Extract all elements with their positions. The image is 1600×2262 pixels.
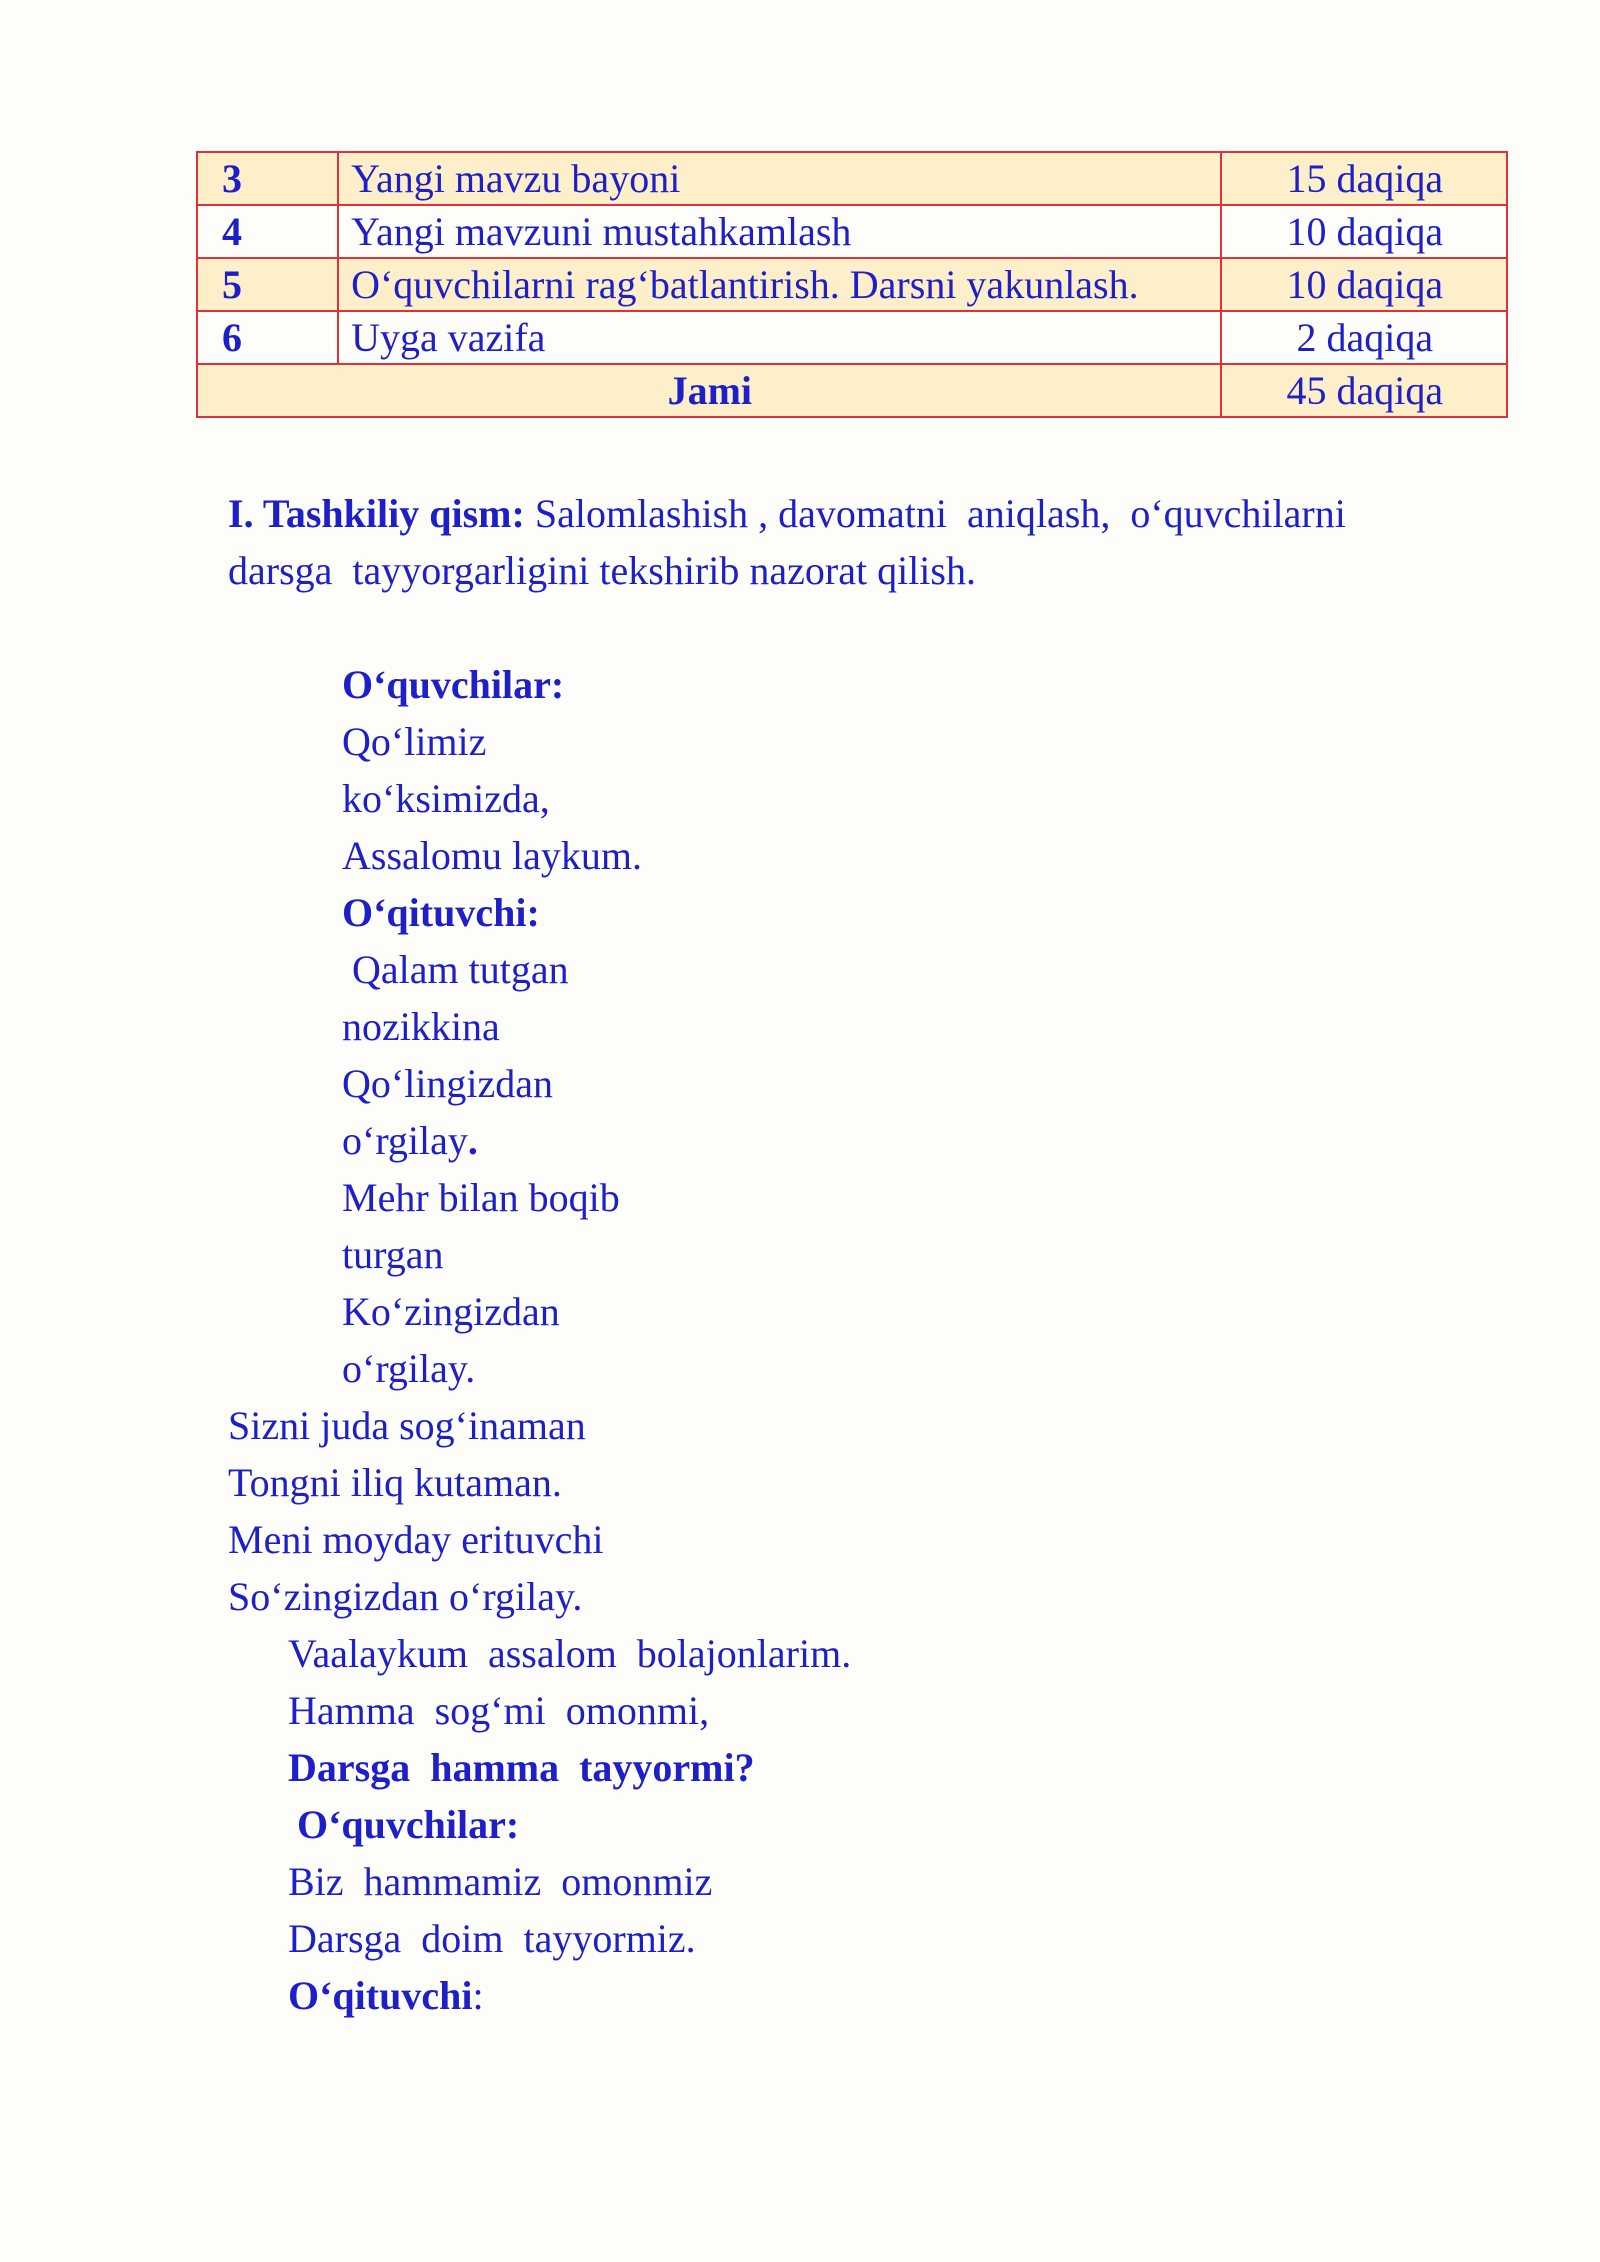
dialogue-line: Qo‘lingizdan <box>342 1061 554 1106</box>
section-intro-line-2: darsga tayyorgarligini tekshirib nazorat qilish. <box>228 548 976 593</box>
step-time: 15 daqiqa <box>1221 152 1507 205</box>
step-time: 10 daqiqa <box>1221 205 1507 258</box>
total-label: Jami <box>197 364 1221 417</box>
speaker-teacher <box>288 1973 484 2018</box>
step-number: 3 <box>197 152 338 205</box>
total-time: 45 daqiqa <box>1221 364 1507 417</box>
step-time: 10 daqiqa <box>1221 258 1507 311</box>
step-topic: Yangi mavzu bayoni <box>338 152 1221 205</box>
dialogue-line: nozikkina <box>342 1004 500 1049</box>
table-row <box>197 205 1507 258</box>
speaker-colon: : <box>472 1973 484 2018</box>
step-topic: Yangi mavzuni mustahkamlash <box>338 205 1221 258</box>
step-topic: Uyga vazifa <box>338 311 1221 364</box>
section-heading: I. Tashkiliy qism: <box>228 491 525 536</box>
lesson-plan-table <box>196 151 1508 418</box>
dialogue-line: Mehr bilan boqib <box>342 1175 620 1220</box>
dialogue-line-bold: Darsga hamma tayyormi? <box>288 1745 755 1790</box>
speaker-teacher-label: O‘qituvchi <box>288 1973 473 2018</box>
section-intro-line <box>228 491 1346 536</box>
poem-line: So‘zingizdan o‘rgilay. <box>228 1574 583 1619</box>
speaker-pupils: O‘quvchilar: <box>342 662 565 707</box>
speaker-pupils: O‘quvchilar: <box>297 1802 520 1847</box>
dialogue-line: Darsga doim tayyormiz. <box>288 1916 696 1961</box>
dialogue-line: Vaalaykum assalom bolajonlarim. <box>288 1631 852 1676</box>
dialogue-line: Qo‘limiz <box>342 719 487 764</box>
dialogue-line <box>342 1118 478 1163</box>
table-row <box>197 258 1507 311</box>
table-total-row <box>197 364 1507 417</box>
dialogue-line: Ko‘zingizdan <box>342 1289 560 1334</box>
bold-period: . <box>467 1118 478 1163</box>
poem-line: Tongni iliq kutaman. <box>228 1460 562 1505</box>
section-intro-text: Salomlashish , davomatni aniqlash, o‘quvchilarni <box>524 491 1346 536</box>
dialogue-line: ko‘ksimizda, <box>342 776 550 821</box>
dialogue-line: Assalomu laykum. <box>342 833 642 878</box>
dialogue-line: Qalam tutgan <box>342 947 569 992</box>
dialogue-text: o‘rgilay <box>342 1118 468 1163</box>
speaker-teacher: O‘qituvchi: <box>342 890 540 935</box>
step-time: 2 daqiqa <box>1221 311 1507 364</box>
dialogue-line: turgan <box>342 1232 444 1277</box>
dialogue-line: Hamma sog‘mi omonmi, <box>288 1688 710 1733</box>
step-number: 5 <box>197 258 338 311</box>
dialogue-line: o‘rgilay. <box>342 1346 476 1391</box>
dialogue-line: Biz hammamiz omonmiz <box>288 1859 713 1904</box>
step-topic: O‘quvchilarni rag‘batlantirish. Darsni yakunlash. <box>338 258 1221 311</box>
step-number: 4 <box>197 205 338 258</box>
table-row <box>197 152 1507 205</box>
table-row <box>197 311 1507 364</box>
step-number: 6 <box>197 311 338 364</box>
poem-line: Sizni juda sog‘inaman <box>228 1403 586 1448</box>
poem-line: Meni moyday erituvchi <box>228 1517 604 1562</box>
